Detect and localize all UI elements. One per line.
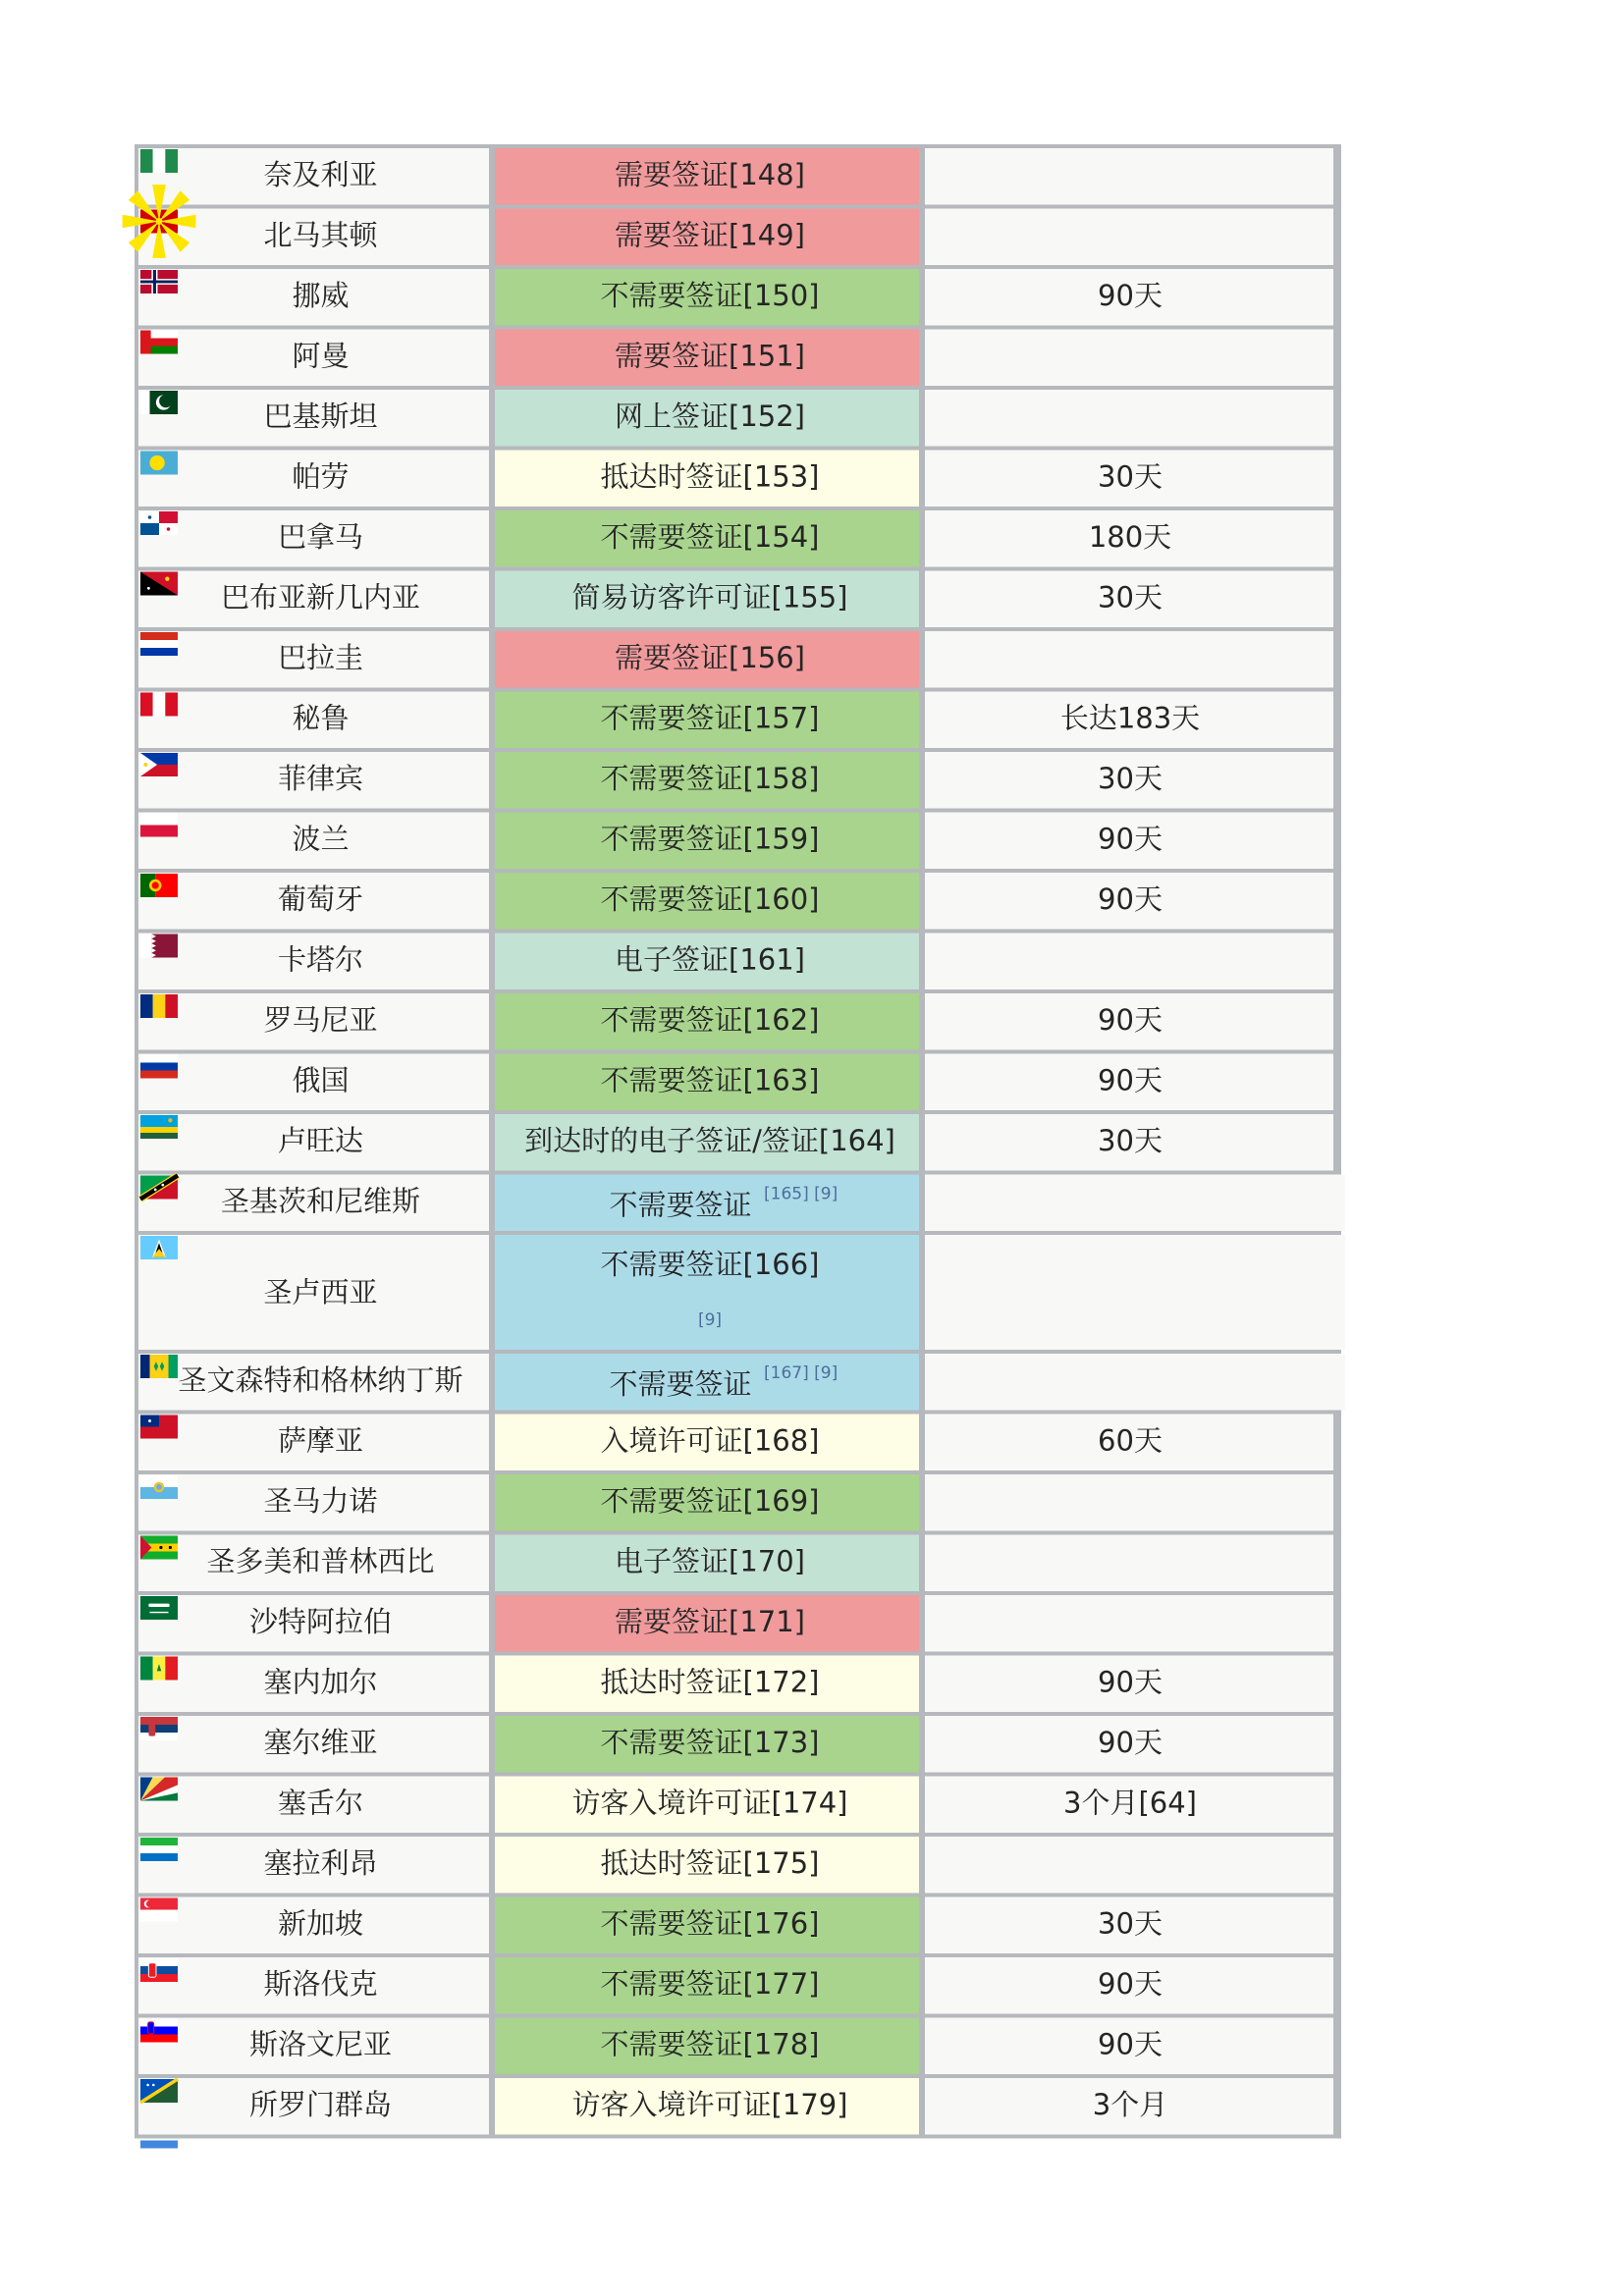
country-name: 塞尔维亚 [263,1725,378,1759]
table-row [138,451,1333,507]
table-row [138,873,1333,930]
visa-requirement-text: 不需要签证[178] [600,2027,820,2061]
visa-requirement-text: 抵达时签证[172] [600,1665,820,1699]
allowed-stay-cell [925,1837,1333,1894]
table-row [138,571,1333,628]
flag-icon-saint-kitts [140,1176,178,1200]
table-row [138,1957,1333,2014]
table-row [138,1235,1345,1350]
table-row [138,752,1333,809]
allowed-stay-text: 30天 [1098,1906,1163,1941]
country-name: 萨摩亚 [277,1423,364,1458]
flag-icon-senegal [140,1657,178,1681]
allowed-stay-text: 30天 [1098,761,1163,795]
table-row [138,510,1333,567]
country-name: 葡萄牙 [277,881,364,916]
allowed-stay-text: 60天 [1098,1423,1163,1458]
country-name: 罗马尼亚 [263,1002,378,1037]
visa-requirement-text: 不需要签证 [609,1188,752,1222]
flag-icon-panama [140,511,178,535]
visa-requirements-table [123,144,1345,2149]
table-row [138,1777,1333,1834]
table-row [138,1114,1333,1171]
table-row [138,2078,1333,2135]
table-row [138,1656,1333,1713]
country-name: 塞拉利昂 [263,1845,378,1880]
visa-requirement-text: 不需要签证[160] [600,881,820,916]
visa-requirement-text: 不需要签证[163] [600,1063,820,1097]
flag-icon-san-marino [140,1475,178,1499]
table-row [138,1175,1345,1232]
allowed-stay-text: 90天 [1098,1002,1163,1037]
country-name: 斯洛文尼亚 [248,2027,393,2061]
table-row [138,390,1333,447]
allowed-stay-text: 30天 [1098,459,1163,494]
table-row [138,2018,1333,2075]
flag-icon-sao-tome [140,1536,178,1560]
country-name: 圣多美和普林西比 [206,1544,435,1578]
flag-icon-oman [140,331,178,354]
table-row [138,813,1333,870]
allowed-stay-text: 90天 [1098,881,1163,916]
flag-icon-papua-new-guinea [140,572,178,596]
country-name: 波兰 [292,822,350,856]
country-name: 所罗门群岛 [248,2087,393,2121]
table-row [138,330,1333,387]
flag-icon-serbia [140,1717,178,1740]
country-name: 俄国 [292,1063,350,1097]
flag-icon-nigeria [140,149,178,173]
flag-icon-philippines [140,753,178,776]
country-name: 巴拿马 [277,519,364,554]
flag-icon-singapore [140,1898,178,1922]
allowed-stay-text: 3个月 [1092,2087,1168,2121]
flag-icon-peru [140,693,178,717]
flag-icon-saudi-arabia [140,1596,178,1620]
allowed-stay-text: 30天 [1098,1123,1163,1157]
country-name: 巴基斯坦 [263,399,378,433]
visa-requirement-text: 不需要签证[176] [600,1906,820,1941]
country-name: 奈及利亚 [263,157,378,191]
visa-requirement-text: 需要签证[151] [615,339,805,373]
visa-requirement-text: 不需要签证[166] [600,1248,820,1281]
table-row [138,148,1333,205]
allowed-stay-cell [925,1535,1333,1592]
table-row [138,934,1333,990]
country-name: 秘鲁 [292,701,350,735]
table-row [138,692,1333,749]
visa-requirement-text: 访客入境许可证[179] [571,2087,848,2121]
flag-icon-norway [140,270,178,294]
flag-icon-russia [140,1055,178,1079]
allowed-stay-cell [925,330,1333,387]
country-name: 圣马力诺 [263,1483,378,1518]
flag-icon-next-row [140,2141,178,2149]
country-name: 卢旺达 [277,1123,364,1157]
country-name: 帕劳 [292,459,350,494]
flag-icon-pakistan [140,391,178,414]
country-name: 沙特阿拉伯 [248,1604,393,1638]
table-row [138,269,1333,326]
visa-requirement-text: 不需要签证[150] [600,278,820,312]
allowed-stay-cell [925,1474,1333,1531]
allowed-stay-text: 30天 [1098,580,1163,614]
allowed-stay-cell [925,209,1333,266]
allowed-stay-cell [925,1175,1345,1232]
table-row [138,993,1333,1050]
visa-requirement-text: 不需要签证 [609,1366,752,1401]
country-name: 塞内加尔 [263,1665,378,1699]
visa-requirement-text: 电子签证[170] [615,1544,805,1578]
flag-icon-qatar [140,934,178,958]
flag-icon-rwanda [140,1115,178,1139]
allowed-stay-text: 90天 [1098,278,1163,312]
visa-requirement-text: 简易访客许可证[155] [571,580,848,614]
visa-requirement-text: 不需要签证[173] [600,1725,820,1759]
flag-icon-poland [140,814,178,837]
allowed-stay-text: 长达183天 [1059,701,1201,735]
visa-requirement-text: 需要签证[148] [615,157,805,191]
visa-requirement-text: 抵达时签证[153] [600,459,820,494]
visa-requirement-text: 入境许可证[168] [600,1423,820,1458]
country-name: 巴拉圭 [277,640,364,674]
table-row [138,1354,1345,1411]
table-row [138,1716,1333,1773]
visa-requirement-text: 网上签证[152] [615,399,805,433]
flag-icon-romania [140,994,178,1018]
visa-requirement-text: 访客入境许可证[174] [571,1786,848,1820]
flag-icon-samoa [140,1415,178,1439]
allowed-stay-text: 90天 [1098,2027,1163,2061]
table-row [138,1415,1333,1471]
visa-requirement-text: 不需要签证[158] [600,761,820,795]
country-name: 北马其顿 [263,218,378,252]
country-name: 圣基茨和尼维斯 [220,1184,421,1218]
citation-link[interactable]: [167] [9] [764,1362,839,1383]
visa-requirement-text: 不需要签证[157] [600,701,820,735]
flag-icon-portugal [140,874,178,897]
visa-requirement-text: 不需要签证[169] [600,1483,820,1518]
allowed-stay-cell [925,934,1333,990]
allowed-stay-text: 90天 [1098,1966,1163,2001]
allowed-stay-text: 3个月[64] [1063,1786,1197,1820]
flag-icon-solomon-islands [140,2079,178,2103]
citation-link[interactable]: [165] [9] [764,1184,839,1204]
flag-icon-seychelles [140,1778,178,1801]
allowed-stay-cell [925,1235,1345,1350]
flag-icon-palau [140,452,178,475]
visa-requirement-text: 需要签证[149] [615,218,805,252]
visa-requirement-text: 电子签证[161] [615,942,805,977]
country-name: 挪威 [292,278,350,312]
allowed-stay-text: 90天 [1098,1665,1163,1699]
table-row [138,1535,1333,1592]
country-name: 阿曼 [292,339,350,373]
flag-icon-paraguay [140,632,178,656]
allowed-stay-text: 90天 [1098,1725,1163,1759]
allowed-stay-cell [925,631,1333,688]
visa-requirement-text: 不需要签证[177] [600,1966,820,2001]
country-name: 圣文森特和格林纳丁斯 [178,1362,463,1397]
country-name: 菲律宾 [277,761,364,795]
country-name: 圣卢西亚 [263,1275,378,1309]
citation-link[interactable]: [9] [697,1310,723,1330]
visa-requirement-text: 不需要签证[159] [600,822,820,856]
table-row [138,1897,1333,1954]
allowed-stay-cell [925,148,1333,205]
visa-requirement-text: 抵达时签证[175] [600,1845,820,1880]
table-row [138,1837,1333,1894]
allowed-stay-cell [925,1595,1333,1652]
allowed-stay-text: 90天 [1098,822,1163,856]
allowed-stay-cell [925,1354,1345,1411]
flag-icon-north-macedonia [123,185,196,258]
visa-requirement-text: 到达时的电子签证/签证[164] [524,1123,895,1157]
visa-requirement-text: 不需要签证[154] [600,519,820,554]
table-row [138,1474,1333,1531]
allowed-stay-text: 180天 [1088,519,1172,554]
table-row [138,1595,1333,1652]
table-row [138,1054,1333,1111]
table-row [138,631,1333,688]
visa-requirement-text: 需要签证[171] [615,1604,805,1638]
country-name: 斯洛伐克 [263,1966,378,2001]
visa-requirement-text: 不需要签证[162] [600,1002,820,1037]
country-name: 新加坡 [277,1906,364,1941]
flag-icon-slovakia [140,1958,178,1982]
country-name: 塞舌尔 [277,1786,364,1820]
allowed-stay-text: 90天 [1098,1063,1163,1097]
country-name: 巴布亚新几内亚 [220,580,421,614]
allowed-stay-cell [925,390,1333,447]
flag-icon-saint-lucia [140,1236,178,1259]
flag-icon-saint-vincent [140,1355,178,1378]
visa-requirement-text: 需要签证[156] [615,640,805,674]
country-name: 卡塔尔 [277,942,364,977]
flag-icon-sierra-leone [140,1838,178,1861]
flag-icon-slovenia [140,2019,178,2043]
